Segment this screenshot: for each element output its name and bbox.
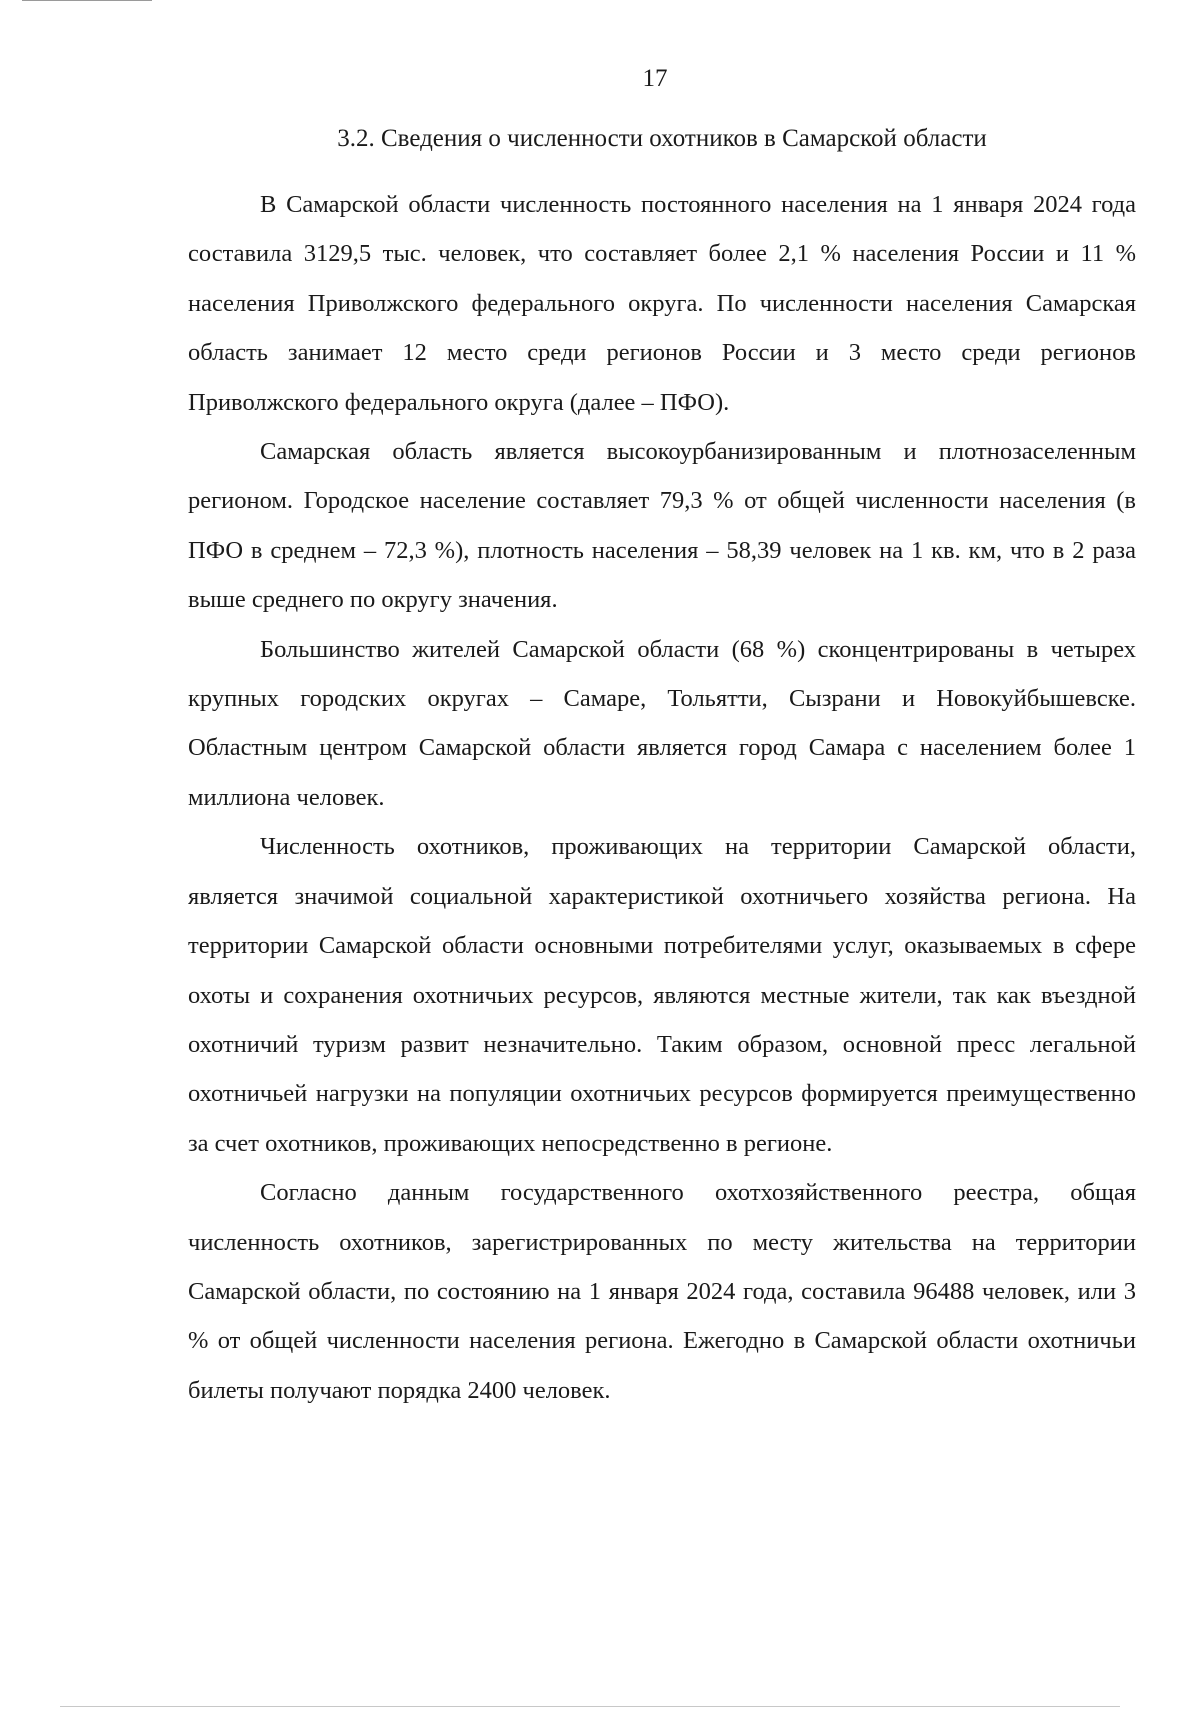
page-number: 17 [642,65,668,92]
section-title: 3.2. Сведения о численности охотников в Самарской области [337,125,987,152]
paragraph-cities: Большинство жителей Самарской области (68 %) сконцентрированы в четырех крупных городских округах – Самаре, Тольятти, Сызрани и Новокуйбышевске. Областным центром Самарской области является город Самара с населением более 1 миллиона человек. [188,635,1136,811]
body-text [188,180,1136,1415]
paragraph-hunters-significance: Численность охотников, проживающих на территории Самарской области, является значимой социальной характеристикой охотничьего хозяйства региона. На территории Самарской области основными потребителями услуг, оказываемых в сфере охоты и сохранения охотничьих ресурсов, являются местные жители, так как въездной охотничий туризм развит незначительно. Таким образом, основной пресс легальной охотничьей нагрузки на популяции охотничьих ресурсов формируется преимущественно за счет охотников, проживающих непосредственно в регионе. [188,833,1136,1157]
scan-edge-mark-bottom [60,1706,1120,1707]
paragraph-urbanization: Самарская область является высокоурбанизированным и плотнозаселенным регионом. Городское население составляет 79,3 % от общей численности населения (в ПФО в среднем – 72,3 %), плотность населения – 58,39 человек на 1 кв. км, что в 2 раза выше среднего по округу значения. [188,438,1136,614]
scan-edge-mark-top [22,0,152,1]
paragraph-population: В Самарской области численность постоянного населения на 1 января 2024 года составила 3129,5 тыс. человек, что составляет более 2,1 % населения России и 11 % населения Приволжского федерального округа. По численности населения Самарская область занимает 12 место среди регионов России и 3 место среди регионов Приволжского федерального округа (далее – ПФО). [188,191,1136,416]
paragraph-hunters-count: Согласно данным государственного охотхозяйственного реестра, общая численность охотников, зарегистрированных по месту жительства на территории Самарской области, по состоянию на 1 января 2024 года, составила 96488 человек, или 3 % от общей численности населения региона. Ежегодно в Самарской области охотничьи билеты получают порядка 2400 человек. [188,1179,1136,1404]
